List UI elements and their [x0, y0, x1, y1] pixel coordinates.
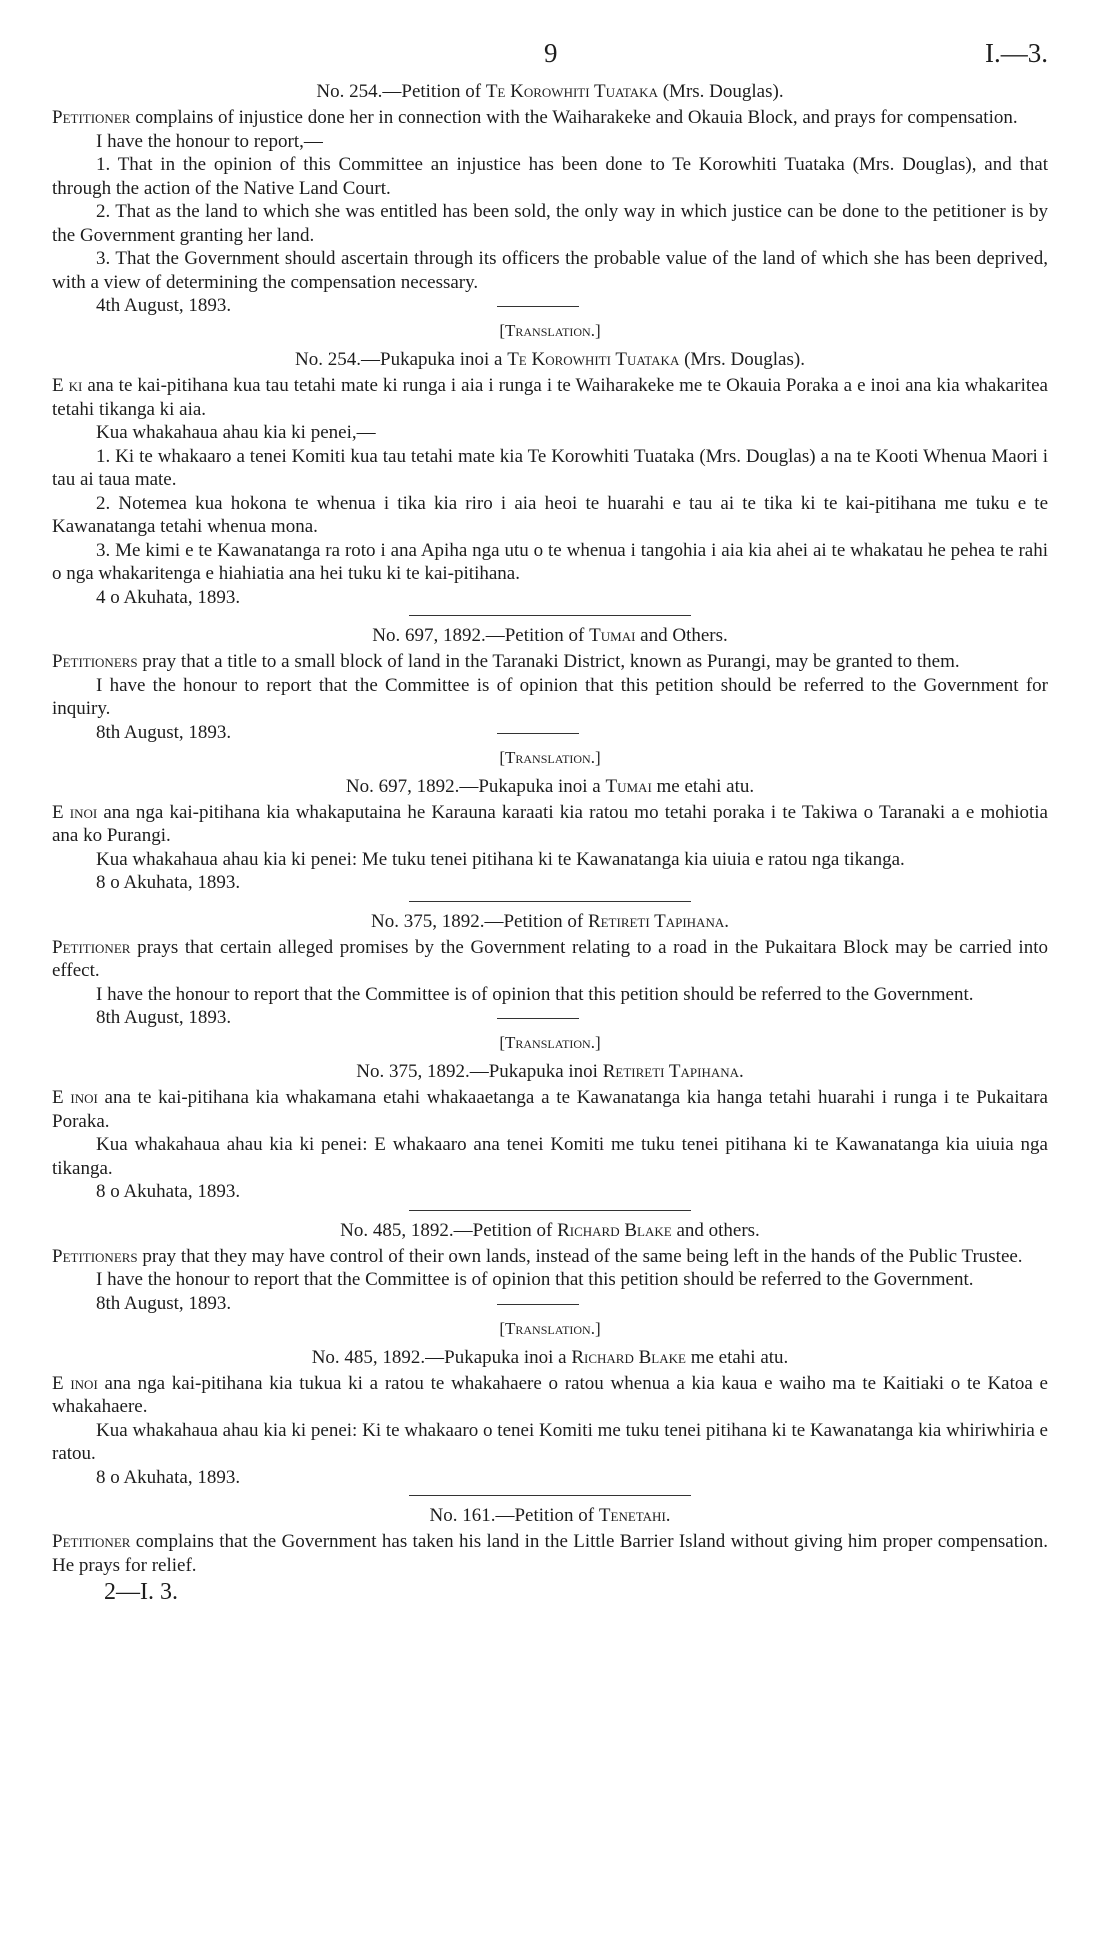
- summary-text: ana nga kai-pitihana kia tukua ki a ratou te whakahaere o ratou whenua a kia kaua e waiho ma te Kaitiaki o te Katoa e whakahaere.: [52, 1372, 1048, 1417]
- date-line: [52, 1292, 1048, 1316]
- title-suffix: .: [724, 910, 729, 932]
- title-suffix: and others.: [671, 1219, 760, 1241]
- translation-label: [Translation.]: [499, 1318, 601, 1338]
- title-prefix: No. 375, 1892.—Petition of: [371, 910, 588, 932]
- translation-title: [52, 775, 1048, 799]
- lead-word: Petitioners: [52, 651, 138, 672]
- translation-label: [Translation.]: [499, 747, 601, 767]
- short-divider: [497, 733, 579, 734]
- report-text: I have the honour to report that the Committee is of opinion that this petition should be referred to the Government.: [96, 1269, 974, 1290]
- petitioner-name: Retireti Tapihana: [602, 1061, 739, 1082]
- report-date: 8th August, 1893.: [96, 1292, 232, 1314]
- summary-text: pray that they may have control of their own lands, instead of the same being left in the hands of the Public Trustee.: [137, 1245, 1023, 1267]
- report-item-1: 1. That in the opinion of this Committee an injustice has been done to Te Korowhiti Tuataka (Mrs. Douglas), and that through the action of the Native Land Court.: [52, 154, 1048, 199]
- lead-word: Petitioners: [52, 1245, 138, 1267]
- report-intro: Kua whakahaua ahau kia ki penei,—: [96, 422, 376, 443]
- petitioner-name: Te Korowhiti Tuataka: [485, 81, 658, 102]
- petition-summary: [52, 1245, 1048, 1269]
- title-prefix: No. 697, 1892.—Pukapuka inoi a: [345, 775, 606, 797]
- summary-text: prays that certain alleged promises by the Government relating to a road in the Pukaitara Block may be carried into effect.: [52, 936, 1048, 981]
- report-date: 8 o Akuhata, 1893.: [96, 1181, 241, 1202]
- petition-161: [52, 1504, 1048, 1577]
- petitioner-name: Retireti Tapihana: [587, 910, 725, 932]
- summary-text: ana nga kai-pitihana kia whakaputaina he Karauna karaati kia ratou mo tetahi poraka i te Takiwa o Taranaki a e mohiotia ana ko Purangi.: [52, 801, 1048, 846]
- title-prefix: No. 485, 1892.—Petition of: [340, 1219, 558, 1241]
- lead-word: E inoi: [52, 1087, 98, 1108]
- petitioner-name: Tumai: [605, 775, 652, 797]
- report-text: Kua whakahaua ahau kia ki penei: Ki te whakaaro o tenei Komiti me tuku tenei pitihana ki te Kawanatanga kia whiriwhiria e ratou.: [52, 1419, 1048, 1464]
- report-text: Kua whakahaua ahau kia ki penei: E whakaaro ana tenei Komiti me tuku tenei pitihana ki te Kawanatanga kia uiuia nga tikanga.: [52, 1134, 1048, 1179]
- translation-697: [52, 747, 1048, 895]
- summary-text: ana te kai-pitihana kua tau tetahi mate ki runga i aia i runga i te Waiharakeke me te Okauia Poraka a e inoi ana kia whakaritea tetahi tikanga ki aia.: [52, 375, 1048, 420]
- title-prefix: No. 485, 1892.—Pukapuka inoi a: [311, 1346, 572, 1368]
- report-text: I have the honour to report that the Committee is of opinion that this petition should be referred to the Government for inquiry.: [52, 674, 1048, 719]
- translation-485: [52, 1318, 1048, 1490]
- title-prefix: No. 697, 1892.—Petition of: [372, 625, 590, 646]
- report-item-2: 2. That as the land to which she was entitled has been sold, the only way in which justice can be done to the petitioner is by the Government granting her land.: [52, 201, 1048, 246]
- petition-485: [52, 1219, 1048, 1316]
- translation-title: [52, 348, 1048, 372]
- page-header: [52, 38, 1048, 78]
- petition-summary: [52, 936, 1048, 983]
- title-prefix: No. 161.—Petition of: [429, 1505, 599, 1526]
- date-line: [52, 294, 1048, 318]
- petition-title: [52, 1504, 1048, 1528]
- petition-summary: [52, 801, 1048, 848]
- petition-254: [52, 80, 1048, 318]
- report-text: I have the honour to report that the Committee is of opinion that this petition should be referred to the Government.: [96, 983, 974, 1005]
- report-date: 8 o Akuhata, 1893.: [96, 872, 241, 893]
- title-suffix: me etahi atu.: [651, 775, 755, 797]
- title-suffix: .: [739, 1061, 744, 1082]
- translation-title: [52, 1346, 1048, 1370]
- lead-word: Petitioner: [52, 1531, 131, 1552]
- title-suffix: (Mrs. Douglas).: [679, 349, 805, 370]
- section-divider: [409, 901, 691, 902]
- petition-summary: [52, 1530, 1048, 1577]
- title-suffix: .: [665, 1505, 671, 1526]
- report-date: 8th August, 1893.: [96, 1007, 232, 1028]
- report-intro: I have the honour to report,—: [96, 130, 323, 152]
- petitioner-name: Te Korowhiti Tuataka: [507, 349, 680, 370]
- report-item-3: 3. Me kimi e te Kawanatanga ra roto i ana Apiha nga utu o te whenua i tangohia i aia kia ahei ai te whakatau he pehea te rahi o nga whakaritenga e hiahiatia ana hei tuku ki te kai-pitihana.: [52, 539, 1048, 584]
- report-text: Kua whakahaua ahau kia ki penei: Me tuku tenei pitihana ki te Kawanatanga kia uiuia e ratou nga tikanga.: [96, 848, 905, 870]
- section-divider: [409, 1495, 691, 1496]
- petition-summary: [52, 1372, 1048, 1419]
- petition-375: [52, 910, 1048, 1031]
- translation-label: [Translation.]: [499, 321, 601, 340]
- petition-title: [52, 80, 1048, 104]
- page-number: 9: [544, 38, 558, 68]
- petition-summary: [52, 1086, 1048, 1133]
- petition-title: [52, 910, 1048, 934]
- report-date: 4th August, 1893.: [96, 295, 232, 316]
- petition-summary: [52, 650, 1048, 674]
- translation-375: [52, 1032, 1048, 1204]
- title-suffix: (Mrs. Douglas).: [657, 81, 784, 102]
- lead-word: E inoi: [52, 1372, 98, 1394]
- document-page: [52, 38, 1048, 1607]
- translation-254: [52, 320, 1048, 609]
- summary-text: complains of injustice done her in connection with the Waiharakeke and Okauia Block, and prays for compensation.: [130, 107, 1018, 128]
- translation-title: [52, 1060, 1048, 1084]
- summary-text: ana te kai-pitihana kia whakamana etahi whakaaetanga a te Kawanatanga kia hanga tetahi huarahi i runga i te Pukaitara Poraka.: [52, 1087, 1048, 1132]
- title-prefix: No. 254.—Petition of: [316, 81, 486, 102]
- title-suffix: and Others.: [635, 625, 728, 646]
- petitioner-name: Tenetahi: [598, 1505, 666, 1526]
- date-line: [52, 721, 1048, 745]
- report-item-3: 3. That the Government should ascertain through its officers the probable value of the land of which she has been deprived, with a view of determining the compensation necessary.: [52, 248, 1048, 293]
- date-line: [52, 1006, 1048, 1030]
- petition-title: [52, 1219, 1048, 1243]
- translation-label: [Translation.]: [499, 1033, 601, 1052]
- report-date: 8 o Akuhata, 1893.: [96, 1466, 241, 1488]
- section-divider: [409, 1210, 691, 1211]
- lead-word: Petitioner: [52, 107, 131, 128]
- lead-word: E inoi: [52, 801, 98, 823]
- petition-697: [52, 624, 1048, 745]
- report-item-1: 1. Ki te whakaaro a tenei Komiti kua tau tetahi mate kia Te Korowhiti Tuataka (Mrs. Douglas) a na te Kooti Whenua Maori i tau ai taua mate.: [52, 445, 1048, 490]
- petition-title: [52, 624, 1048, 648]
- summary-text: pray that a title to a small block of land in the Taranaki District, known as Purangi, may be granted to them.: [137, 651, 960, 672]
- report-date: 8th August, 1893.: [96, 721, 232, 743]
- title-suffix: me etahi atu.: [685, 1346, 789, 1368]
- document-reference: I.—3.: [985, 38, 1048, 68]
- section-divider: [409, 615, 691, 616]
- signature-mark: 2—I. 3.: [104, 1579, 178, 1605]
- short-divider: [497, 1304, 579, 1305]
- report-item-2: 2. Notemea kua hokona te whenua i tika kia riro i aia heoi te huarahi e tau ai te tika ki te kai-pitihana me tuku e te Kawanatanga tetahi whenua mona.: [52, 492, 1048, 537]
- title-prefix: No. 375, 1892.—Pukapuka inoi: [356, 1061, 603, 1082]
- report-date: 4 o Akuhata, 1893.: [96, 586, 241, 608]
- petitioner-name: Tumai: [589, 625, 636, 646]
- petition-summary: [52, 374, 1048, 421]
- petitioner-name: Richard Blake: [557, 1219, 672, 1241]
- summary-text: complains that the Government has taken his land in the Little Barrier Island without giving him proper compensation. He prays for relief.: [52, 1531, 1048, 1576]
- lead-word: Petitioner: [52, 936, 131, 958]
- petitioner-name: Richard Blake: [571, 1346, 686, 1368]
- lead-word: E ki: [52, 375, 83, 396]
- short-divider: [497, 306, 579, 307]
- petition-summary: [52, 106, 1048, 130]
- title-prefix: No. 254.—Pukapuka inoi a: [295, 349, 508, 370]
- short-divider: [497, 1018, 579, 1019]
